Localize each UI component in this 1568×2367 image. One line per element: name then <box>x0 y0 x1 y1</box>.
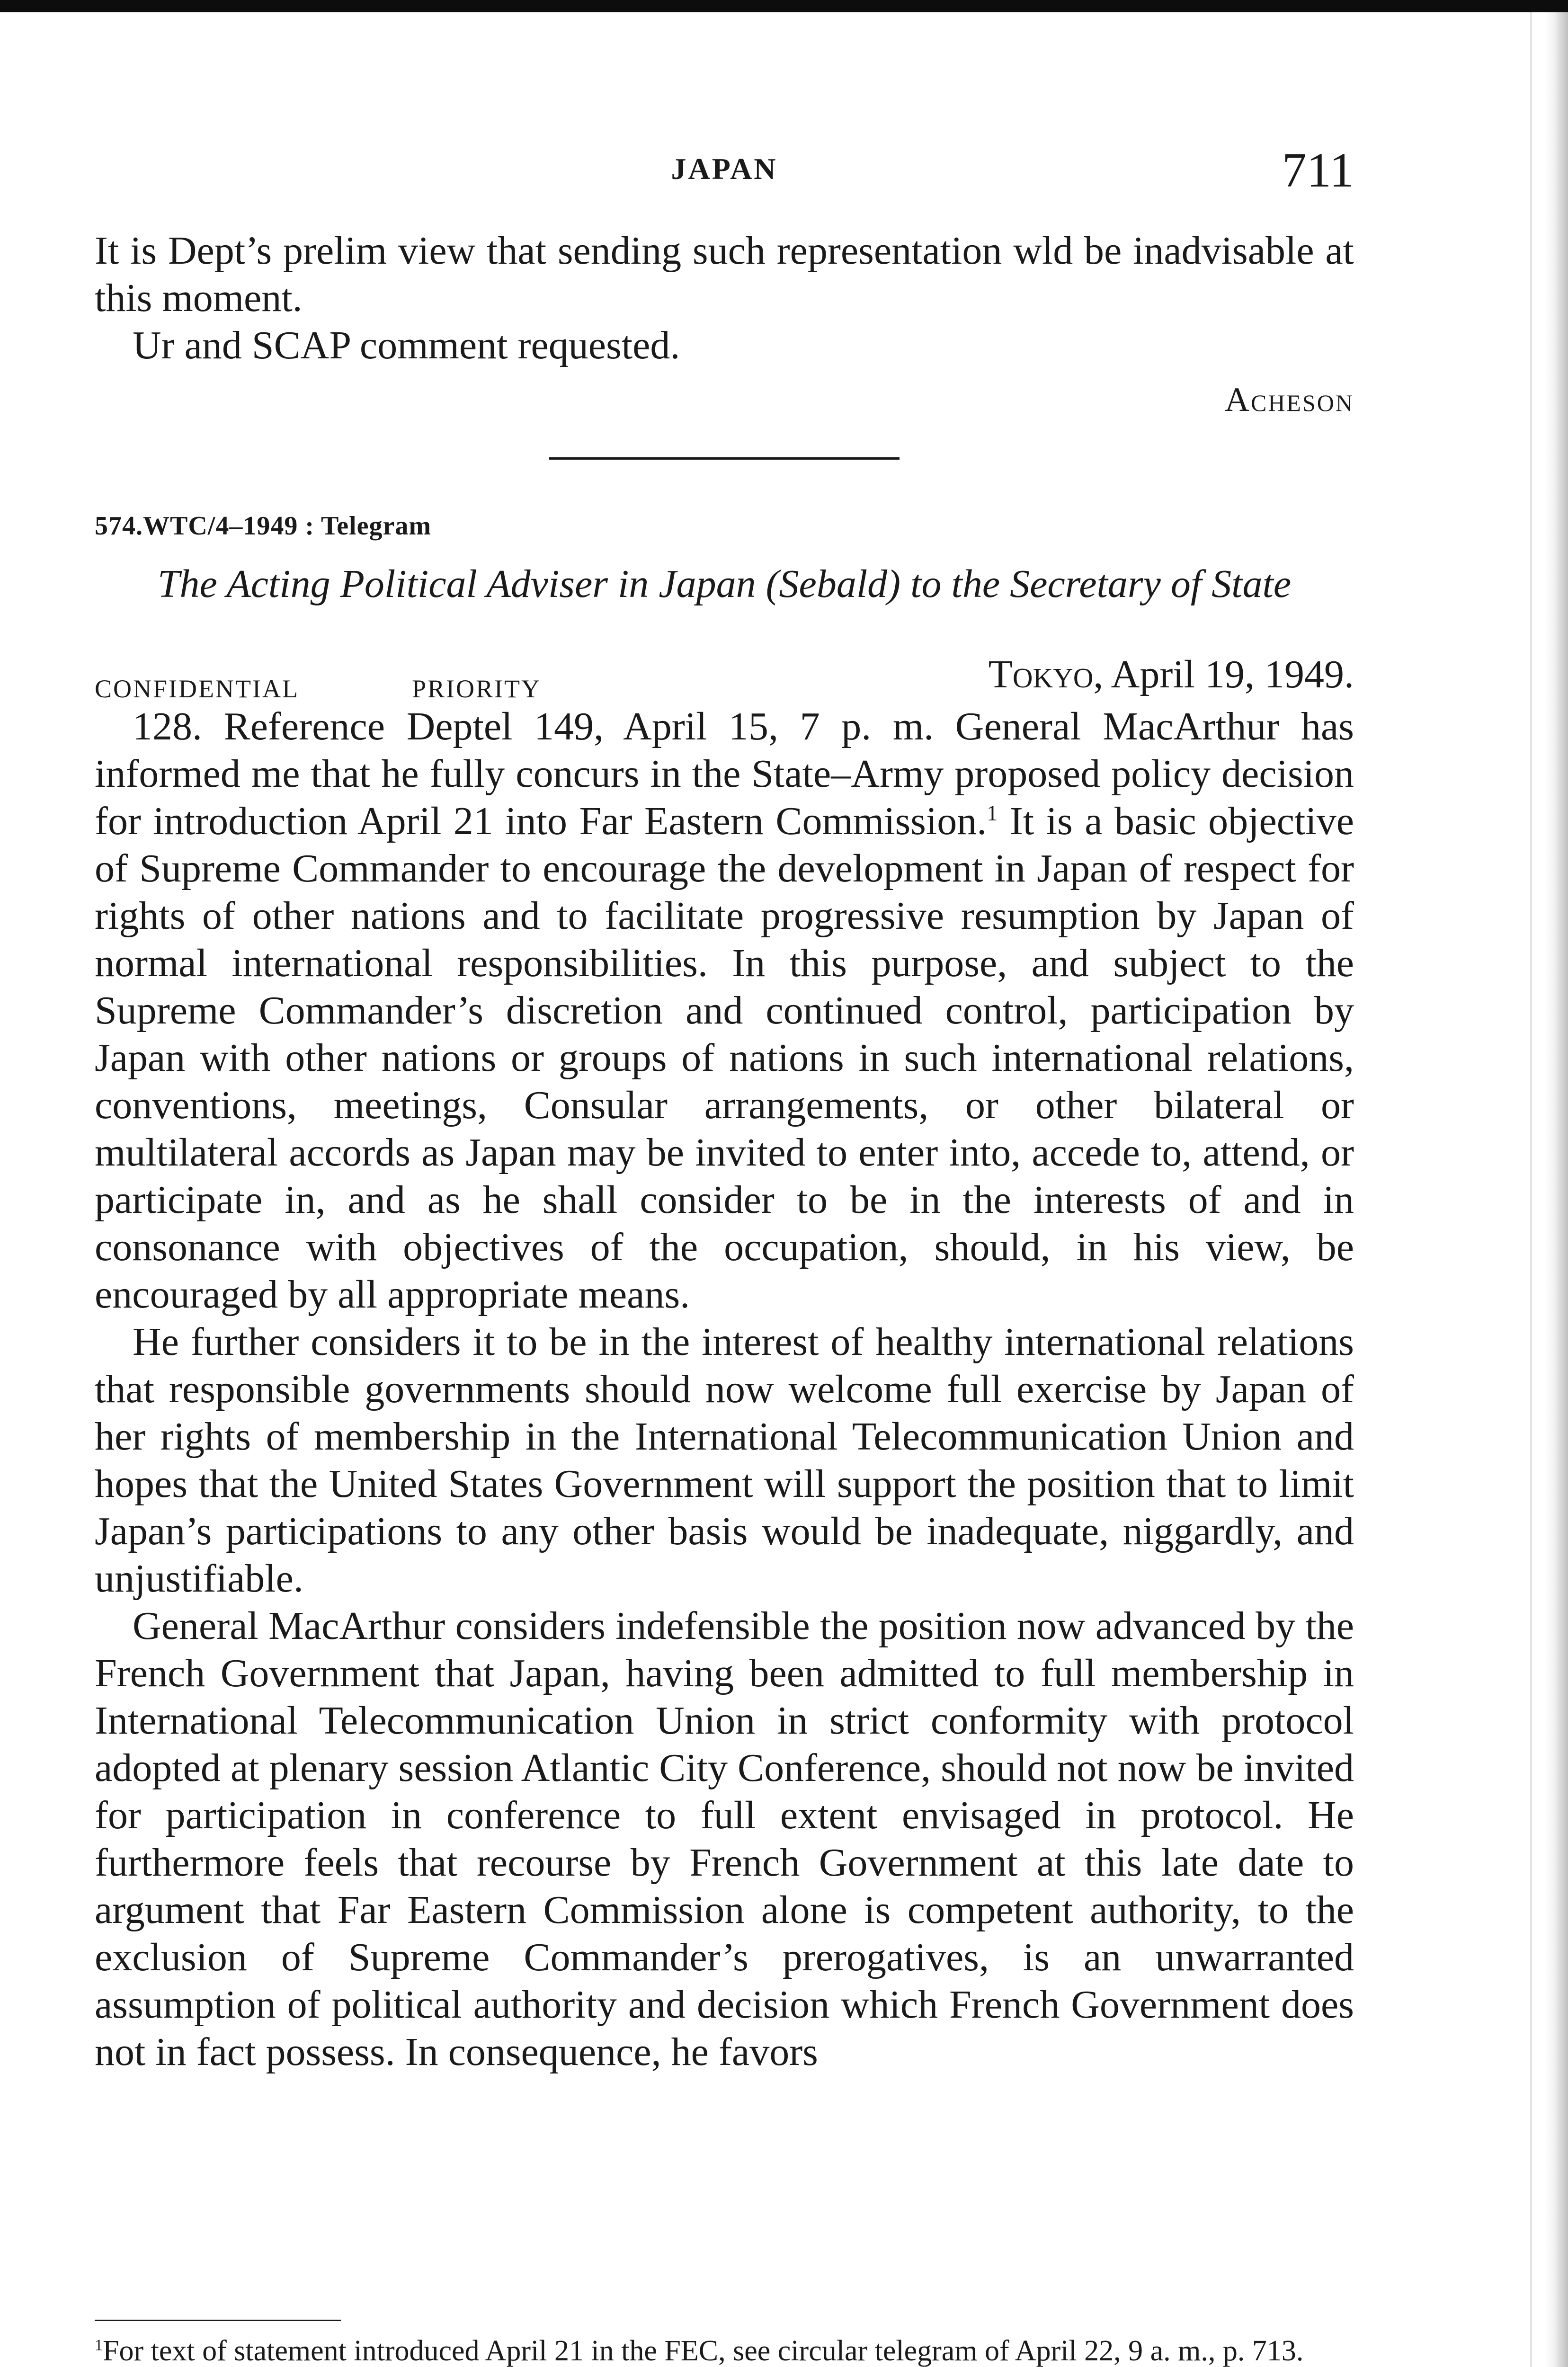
page-number: 711 <box>1282 143 1354 197</box>
footnote <box>95 2334 1354 2367</box>
telegram-paragraph-3: General MacArthur considers indefensible the position now advanced by the French Government that Japan, having been admitted to full membership in International Telecommunication Union in strict conformity with protocol adopted at plenary session Atlantic City Conference, should not now be invited for participation in conference to full extent envisaged in protocol. He furthermore feels that recourse by French Government at this late date to argument that Far Eastern Commission alone is competent authority, to the exclusion of Supreme Commander’s prerogatives, is an unwarranted assumption of political authority and decision which French Government does not in fact possess. In consequence, he favors <box>95 1604 1354 2074</box>
footnote-text: For text of statement introduced April 21 in the FEC, see circular telegram of April 22, 9 a. m., p. 713. <box>103 2335 1304 2367</box>
running-head <box>95 142 1354 199</box>
running-title: JAPAN <box>671 152 778 186</box>
document-title: The Acting Political Adviser in Japan (Sebald) to the Secretary of State <box>157 562 1292 606</box>
telegram-paragraph-1-part-a: 128. Reference Deptel 149, April 15, 7 p. m. General MacArthur has informed me that he fully concurs in the State–Army proposed policy decision for introduction April 21 into Far Eastern Commission. <box>95 704 1354 843</box>
place-and-date <box>989 651 1354 698</box>
page-body <box>95 227 1354 2076</box>
classification-label: CONFIDENTIAL <box>95 675 299 703</box>
continuation-paragraph-1: It is Dept’s prelim view that sending such representation wld be inadvisable at this moment. <box>95 229 1354 320</box>
file-reference: 574.WTC/4–1949 : Telegram <box>95 511 431 541</box>
signature: Acheson <box>1224 381 1354 418</box>
scan-gutter-line <box>1530 12 1532 2367</box>
footnote-marker: 1 <box>95 2336 103 2354</box>
dateline-date: , April 19, 1949. <box>1093 652 1354 696</box>
scan-right-edge <box>1544 12 1568 2367</box>
telegram-paragraph-1-part-b: It is a basic objective of Supreme Commander to encourage the development in Japan of respect for rights of other nations and to facilitate progressive resumption by Japan of normal international responsibilities. In this purpose, and subject to the Supreme Commander’s discretion and continued control, participation by Japan with other nations or groups of nations in such international relations, conventions, meetings, Consular arrangements, or other bilateral or multilateral accords as Japan may be invited to enter into, accede to, attend, or participate in, and as he shall consider to be in the interests of and in consonance with objectives of the occupation, should, in his view, be encouraged by all appropriate means. <box>95 799 1354 1317</box>
continuation-paragraph-2: Ur and SCAP comment requested. <box>133 323 680 367</box>
telegram-paragraph-1 <box>95 703 1354 1318</box>
footnote-reference: 1 <box>987 801 998 825</box>
precedence-label: PRIORITY <box>412 675 542 703</box>
dateline <box>95 651 1354 703</box>
dateline-place: Tokyo <box>988 652 1094 696</box>
document-page <box>95 0 1354 2367</box>
telegram-paragraph-2: He further considers it to be in the interest of healthy international relations that responsible governments should now welcome full exercise by Japan of her rights of membership in the International Telecommunication Union and hopes that the United States Government will support the position that to limit Japan’s participations to any other basis would be inadequate, niggardly, and unjustifiable. <box>95 1320 1354 1601</box>
footnote-rule <box>95 2320 341 2321</box>
section-divider <box>549 457 900 460</box>
